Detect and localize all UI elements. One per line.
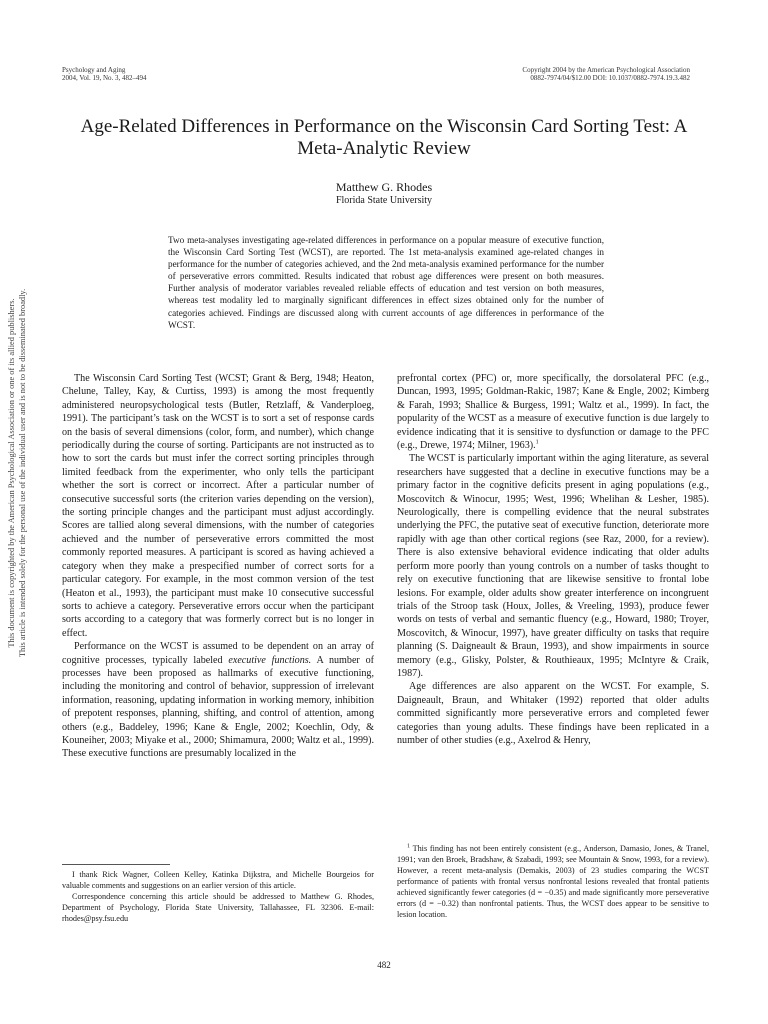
- journal-header: [62, 66, 147, 82]
- journal-name: Psychology and Aging: [62, 66, 126, 74]
- footnote-reference: 1: [535, 439, 539, 446]
- body-paragraph: [62, 640, 374, 761]
- body-paragraph: [397, 372, 709, 452]
- body-paragraph: Age differences are also apparent on the WCST. For example, S. Daigneault, Braun, and Whitaker (1992) reported that older adults committed significantly more perseverative errors and completed fewer categories than young adults. These findings have been replicated in a number of other studies (e.g., Axelrod & Henry,: [397, 681, 709, 746]
- footnote-rule: [62, 864, 170, 865]
- italic-term: executive functions.: [228, 654, 312, 666]
- left-column: [62, 372, 374, 761]
- author-affiliation: Florida State University: [335, 195, 433, 206]
- copyright-side-notice: [6, 258, 28, 688]
- body-paragraph: The WCST is particularly important within the aging literature, as several researchers have suggested that a decline in executive functions may be a primary factor in the cognitive deficits present in aging populations (e.g., Moscovitch & Winocur, 1995; West, 1996; Whelihan & Lesher, 1985). Neurologically, there is compelling evidence that the neural substrates underlying the PFC, the putative seat of executive function, deteriorate more rapidly with age than other cortical regions (see Raz, 2000, for a review). There is also extensive behavioral evidence indicating that older adults perform more poorly than young controls on a number of tasks thought to rely on executive functioning that are likewise sensitive to frontal lobe lesions. For example, older adults show greater interference on incongruent trials of the Stroop task (Houx, Jolles, & Vreeling, 1993), produce fewer words on tests of verbal and semantic fluency (e.g., Howard, 1980; Troyer, Moscovitch, & Winocur, 1997), have greater difficulty on tasks that require planning (S. Daigneault & Braun, 1993), and show impairments in source memory (e.g., Glisky, Polster, & Routhieaux, 1995; McIntyre & Craik, 1987).: [397, 453, 709, 679]
- footnote: [397, 843, 709, 920]
- footnote-mark: 1: [407, 843, 410, 850]
- paragraph-text: prefrontal cortex (PFC) or, more specifically, the dorsolateral PFC (e.g., Duncan, 1993, 1995; Goldman-Rakic, 1987; Kane & Engle, 2002; Kimberg & Farah, 1993; Shallice & Burgess, 1991; Waltz et al., 1999). In fact, the popularity of the WCST as a measure of executive function is due largely to evidence indicating that it is sensitive to dysfunction or damage to the PFC (e.g., Drewe, 1974; Milner, 1963).: [397, 373, 709, 452]
- body-paragraph: The Wisconsin Card Sorting Test (WCST; Grant & Berg, 1948; Heaton, Chelune, Talley, Kay, & Curtiss, 1993) is among the most frequently administered neuropsychological tests (Butler, Retzlaff, & Vanderploeg, 1991). The participant’s task on the WCST is to sort a set of response cards on the basis of several dimensions (color, form, and number), which change periodically during the course of sorting. Participants are not instructed as to how to sort the cards but must infer the correct sorting principles through limited feedback from the experimenter, who only tells the participant whether the sort is correct or incorrect. After a particular number of consecutive successful sorts (the criterion varies depending on the version), the sorting principle changes and the participant must adjust accordingly. Scores are tallied along several dimensions, with the number of categories achieved and the number of perseverative errors committed the most commonly reported measures. A participant is scored as having achieved a category when they make a prespecified number of correct sorts for a particular category. For example, in the most common version of the test (Heaton et al., 1993), the participant must make 10 consecutive successful sorts to achieve a category. Perseverative errors occur when the participant sorts according to a category that was formerly correct but is no longer in effect.: [62, 373, 374, 639]
- footnote-body: This finding has not been entirely consistent (e.g., Anderson, Damasio, Jones, & Tranel, 1991; van den Broek, Bradshaw, & Szabadi, 1993; see Mountain & Snow, 1993, for a review). However, a recent meta-analysis (Demakis, 2003) of 23 studies comparing the WCST performance of patients with frontal versus nonfrontal lesions revealed that frontal patients achieved significantly fewer categories (d = −0.35) and made significantly more perseverative errors (d = −0.32) than nonfrontal patients. Thus, the WCST does appear to be sensitive to lesion location.: [397, 844, 709, 919]
- correspondence: Correspondence concerning this article should be addressed to Matthew G. Rhodes, Department of Psychology, Florida State University, Tallahassee, FL 32306. E-mail: rhodes@psy.fsu.edu: [62, 892, 374, 923]
- page-number: 482: [377, 960, 391, 970]
- acknowledgment: I thank Rick Wagner, Colleen Kelley, Katinka Dijkstra, and Michelle Bourgeios for valuable comments and suggestions on an earlier version of this article.: [62, 870, 374, 890]
- side-notice-line-2: This article is intended solely for the personal use of the individual user and is not to be disseminated broadly.: [18, 288, 27, 658]
- journal-volume: 2004, Vol. 19, No. 3, 482–494: [62, 74, 147, 82]
- author-name: Matthew G. Rhodes: [335, 180, 433, 194]
- article-title: Age-Related Differences in Performance on the Wisconsin Card Sorting Test: A Meta-Analytic Review: [80, 116, 688, 159]
- copyright-line: Copyright 2004 by the American Psychological Association: [522, 66, 690, 74]
- abstract: Two meta-analyses investigating age-related differences in performance on a popular measure of executive function, the Wisconsin Card Sorting Test (WCST), are reported. The 1st meta-analysis examined age-related changes in performance for the number of categories achieved, and the 2nd meta-analysis examined performance for the number of perseverative errors committed. Results indicated that robust age differences were present on both measures. Further analysis of moderator variables revealed reliable effects of education and test version on both measures, whereas test modality led to marginally significant differences in effect sizes obtained only for the number of categories achieved. Findings are discussed along with current accounts of age differences in performance of the WCST.: [168, 235, 604, 330]
- author-note: [62, 869, 374, 924]
- right-column: [397, 372, 709, 747]
- side-notice-line-1: This document is copyrighted by the American Psychological Association or one of its allied publishers.: [7, 298, 16, 648]
- doi-line: 0882-7974/04/$12.00 DOI: 10.1037/0882-7974.19.3.482: [530, 74, 690, 82]
- paragraph-text: A number of processes have been proposed as hallmarks of executive functioning, including the monitoring and control of behavior, suppression of irrelevant information, reasoning, updating information in working memory, inhibition of prepotent responses, planning, shifting, and control of attention, among others (e.g., Baddeley, 1996; Kane & Engle, 2002; Koechlin, Ody, & Kouneiher, 2003; Miyake et al., 2000; Shimamura, 2000; Waltz et al., 1999). These executive functions are presumably localized in the: [62, 654, 374, 760]
- copyright-header: [522, 66, 690, 82]
- paragraph-text: Performance on the WCST is assumed to be dependent on an array of cognitive processes, typically labeled: [62, 641, 374, 666]
- footnote-text: [397, 843, 709, 920]
